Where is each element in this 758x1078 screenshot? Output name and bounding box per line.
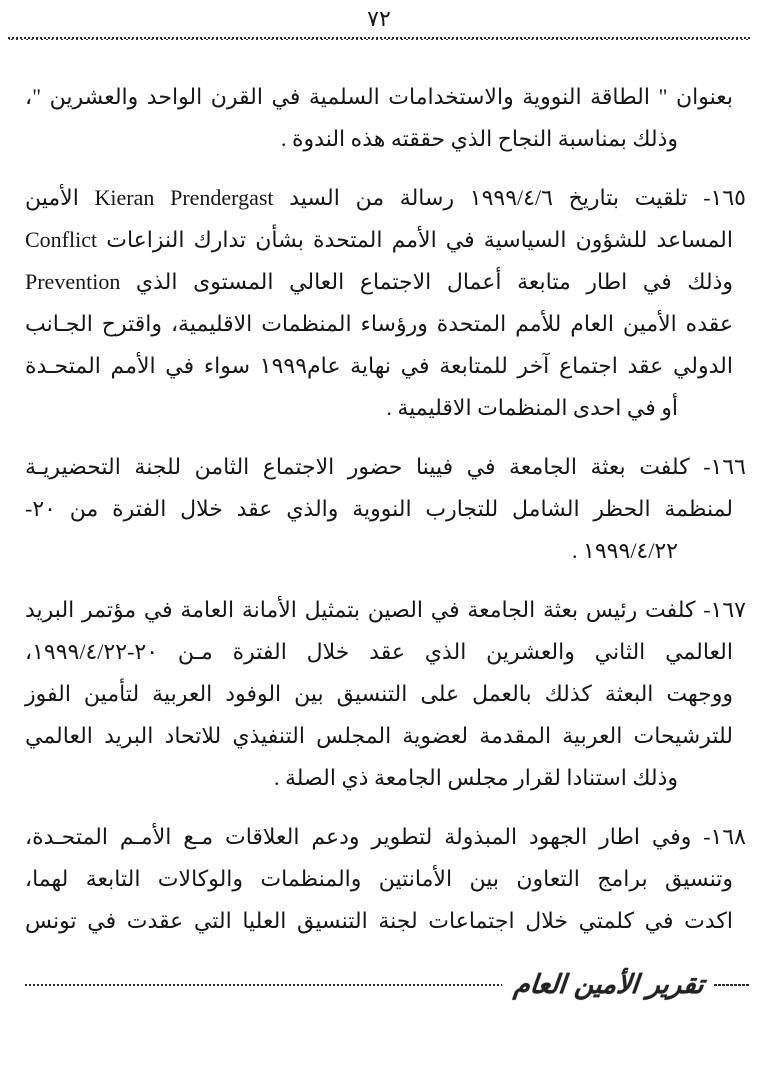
text-line: بعنوان " الطاقة النووية والاستخدامات السلمية في القرن الواحد والعشرين "، (25, 84, 733, 109)
text-line: العالمي الثاني والعشرين الذي عقد خلال الفترة مـن ٢٠-١٩٩٩/٤/٢٢، (25, 639, 733, 664)
paragraph-intro (25, 76, 733, 160)
text-line: للترشيحات العربية المقدمة لعضوية المجلس التنفيذي للاتحاد البريد العالمي (25, 723, 733, 748)
footer-signature: تقرير الأمين العام (512, 970, 706, 1000)
footer-rule (25, 984, 502, 986)
text-line: المساعد للشؤون السياسية في الأمم المتحدة بشأن تدارك النزاعات Conflict (25, 227, 733, 252)
text-line: الدولي عقد اجتماع آخر للمتابعة في نهاية عام١٩٩٩ سواء في الأمم المتحـدة (25, 353, 733, 378)
text-line: ١٦٦- كلفت بعثة الجامعة في فيينا حضور الاجتماع الثامن للجنة التحضيريـة (25, 454, 746, 479)
paragraph-١٦٥ (25, 177, 746, 429)
text-line: ١٦٧- كلفت رئيس بعثة الجامعة في الصين بتمثيل الأمانة العامة في مؤتمر البريد (25, 597, 746, 622)
paragraph-١٦٨ (25, 816, 746, 942)
text-line: وذلك في اطار متابعة أعمال الاجتماع العالي المستوى الذي Prevention (25, 269, 733, 294)
text-line: ١٩٩٩/٤/٢٢ . (572, 538, 678, 563)
text-line: وذلك استنادا لقرار مجلس الجامعة ذي الصلة . (273, 765, 678, 790)
text-line: أو في احدى المنظمات الاقليمية . (386, 395, 678, 420)
paragraph-١٦٧ (25, 589, 746, 799)
text-line: ووجهت البعثة كذلك بالعمل على التنسيق بين الوفود العربية لتأمين الفوز (25, 681, 733, 706)
body-text (25, 76, 746, 942)
page-footer (25, 960, 750, 1010)
page-number: ٧٢ (367, 7, 391, 32)
text-line: ١٦٥- تلقيت بتاريخ ١٩٩٩/٤/٦ رسالة من السيد Kieran Prendergast الأمين (25, 185, 746, 210)
text-line: ١٦٨- وفي اطار الجهود المبذولة لتطوير ودعم العلاقات مـع الأمـم المتحـدة، (25, 824, 746, 849)
text-line: وتنسيق برامج التعاون بين الأمانتين والمنظمات والوكالات التابعة لهما، (25, 866, 733, 891)
text-line: لمنظمة الحظر الشامل للتجارب النووية والذي عقد خلال الفترة من ٢٠- (25, 496, 733, 521)
text-line: عقده الأمين العام للأمم المتحدة ورؤساء المنظمات الاقليمية، واقترح الجـانب (25, 311, 733, 336)
text-line: اكدت في كلمتي خلال اجتماعات لجنة التنسيق العليا التي عقدت في تونس (25, 908, 733, 933)
footer-dash (714, 984, 750, 986)
text-line: وذلك بمناسبة النجاح الذي حققته هذه الندوة . (281, 126, 678, 151)
paragraph-١٦٦ (25, 446, 746, 572)
header-rule (8, 37, 750, 40)
